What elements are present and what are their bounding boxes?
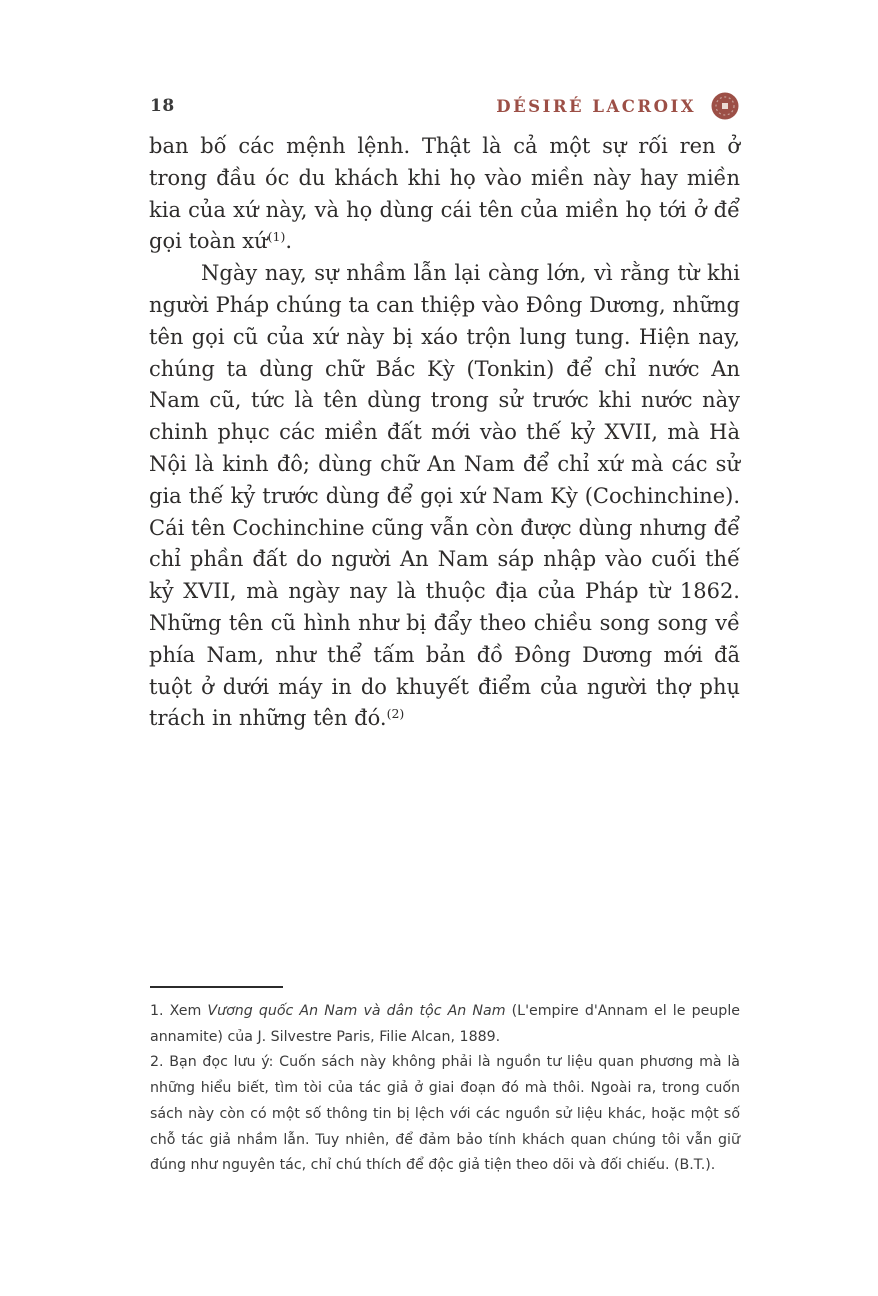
header-right [496, 91, 740, 121]
paragraph-text: ban bố các mệnh lệnh. Thật là cả một sự rối ren ở trong đầu óc du khách khi họ vào miền này hay miền kia của xứ này, và họ dùng cái tên của miền họ tới ở để gọi toàn xứ [149, 134, 740, 254]
footnote-1 [150, 999, 740, 1050]
paragraph-1 [149, 131, 740, 258]
footnote-text: (L'empire d'Annam el le peuple annamite) của J. Silvestre Paris, Filie Alcan, 1889. [150, 1003, 740, 1045]
body-text [149, 131, 740, 735]
coin-icon [710, 91, 740, 121]
footnotes-section [150, 986, 740, 1179]
footnote-ref-1: (1) [267, 229, 286, 245]
footnote-text: 1. Xem [150, 1003, 208, 1019]
paragraph-2 [149, 258, 740, 735]
paragraph-text: . [285, 229, 293, 254]
footnote-2 [150, 1050, 740, 1179]
paragraph-text: Ngày nay, sự nhầm lẫn lại càng lớn, vì rằng từ khi người Pháp chúng ta can thiệp vào Đông Dương, những tên gọi cũ của xứ này bị xáo trộn lung tung. Hiện nay, chúng ta dùng chữ Bắc Kỳ (Tonkin) để chỉ nước An Nam cũ, tức là tên dùng trong sử trước khi nước này chinh phục các miền đất mới vào thế kỷ XVII, mà Hà Nội là kinh đô; dùng chữ An Nam để chỉ xứ mà các sử gia thế kỷ trước dùng để gọi xứ Nam Kỳ (Cochinchine). Cái tên Cochinchine cũng vẫn còn được dùng nhưng để chỉ phần đất do người An Nam sáp nhập vào cuối thế kỷ XVII, mà ngày nay là thuộc địa của Pháp từ 1862. Những tên cũ hình như bị đẩy theo chiều song song về phía Nam, như thể tấm bản đồ Đông Dương mới đã tuột ở dưới máy in do khuyết điểm của người thợ phụ trách in những tên đó. [149, 261, 740, 731]
footnote-ref-2: (2) [386, 706, 405, 722]
page-header [150, 90, 740, 122]
footnote-book-title: Vương quốc An Nam và dân tộc An Nam [207, 1003, 506, 1019]
page-number: 18 [150, 96, 175, 116]
footnote-text: 2. Bạn đọc lưu ý: Cuốn sách này không phải là nguồn tư liệu quan phương mà là những hiểu biết, tìm tòi của tác giả ở giai đoạn đó mà thôi. Ngoài ra, trong cuốn sách này còn có một số thông tin bị lệch với các nguồn sử liệu khác, hoặc một số chỗ tác giả nhầm lẫn. Tuy nhiên, để đảm bảo tính khách quan chúng tôi vẫn giữ đúng như nguyên tác, chỉ chú thích để độc giả tiện theo dõi và đối chiếu. (B.T.). [150, 1054, 740, 1174]
footnote-separator [150, 986, 283, 988]
author-name: DÉSIRÉ LACROIX [496, 96, 696, 116]
